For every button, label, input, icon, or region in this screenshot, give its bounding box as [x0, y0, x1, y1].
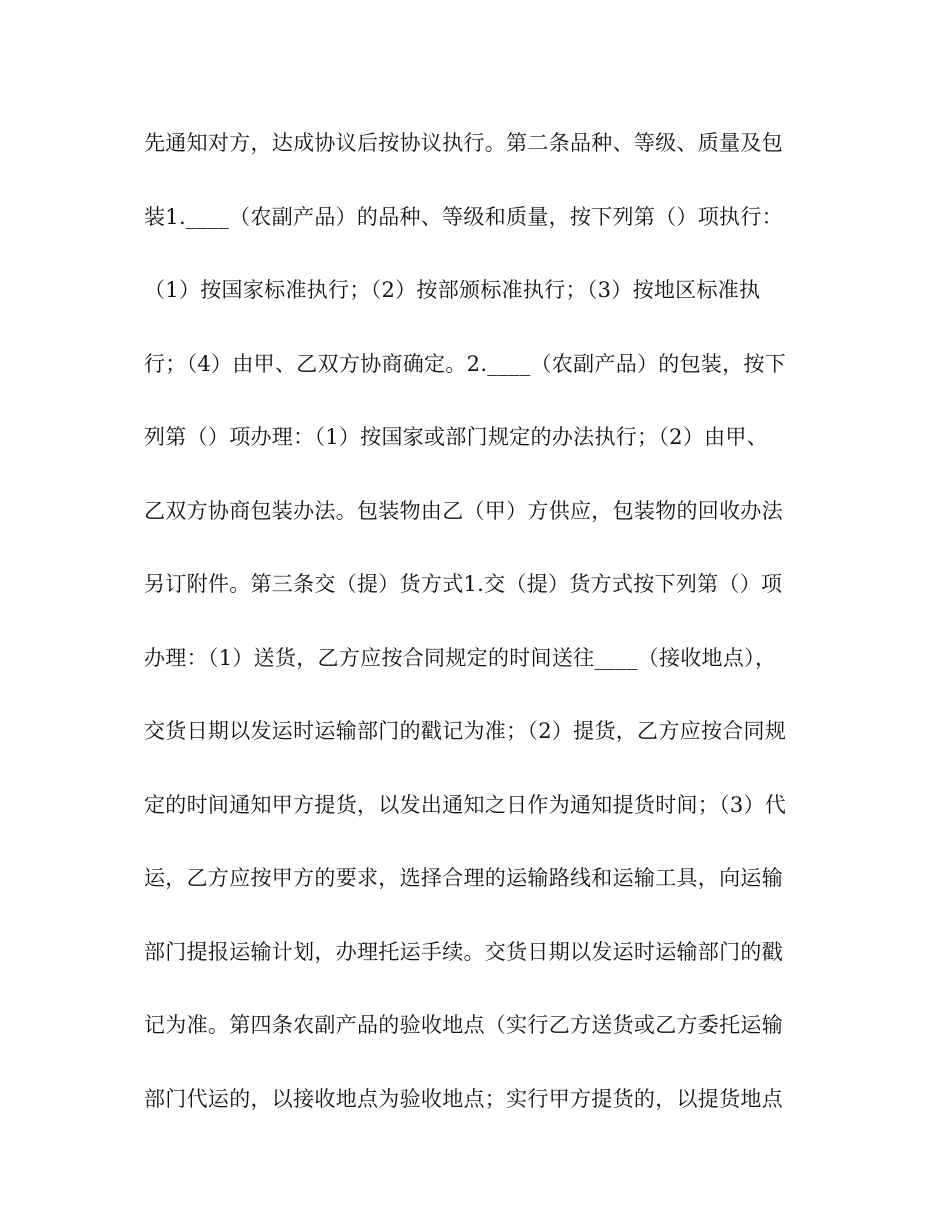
text-line: 交货日期以发运时运输部门的戳记为准；（2）提货，乙方应按合同规 — [144, 719, 787, 743]
text-line: （1）按国家标准执行；（2）按部颁标准执行；（3）按地区标准执 — [144, 278, 761, 302]
text-line: 记为准。第四条农副产品的验收地点（实行乙方送货或乙方委托运输 — [144, 1013, 783, 1037]
text-line: 先通知对方，达成协议后按协议执行。第二条品种、等级、质量及包 — [144, 131, 783, 155]
text-line: 部门代运的，以接收地点为验收地点；实行甲方提货的，以提货地点 — [144, 1086, 783, 1111]
contract-text-body — [144, 120, 824, 1149]
text-line: 另订附件。第三条交（提）货方式1.交（提）货方式按下列第（）项 — [144, 572, 783, 596]
text-line: 部门提报运输计划，办理托运手续。交货日期以发运时运输部门的戳 — [144, 939, 783, 964]
text-line: 定的时间通知甲方提货，以发出通知之日作为通知提货时间；（3）代 — [144, 792, 787, 817]
text-line: 运，乙方应按甲方的要求，选择合理的运输路线和运输工具，向运输 — [144, 866, 783, 890]
text-line: 行；（4）由甲、乙双方协商确定。2.____（农副产品）的包装，按下 — [144, 351, 787, 376]
text-line: 办理：（1）送货，乙方应按合同规定的时间送往____（接收地点）， — [144, 645, 777, 670]
text-line: 乙双方协商包装办法。包装物由乙（甲）方供应，包装物的回收办法 — [144, 498, 783, 523]
text-line: 装1.____（农副产品）的品种、等级和质量，按下列第（）项执行： — [144, 204, 783, 229]
text-line: 列第（）项办理：（1）按国家或部门规定的办法执行；（2）由甲、 — [144, 425, 769, 449]
